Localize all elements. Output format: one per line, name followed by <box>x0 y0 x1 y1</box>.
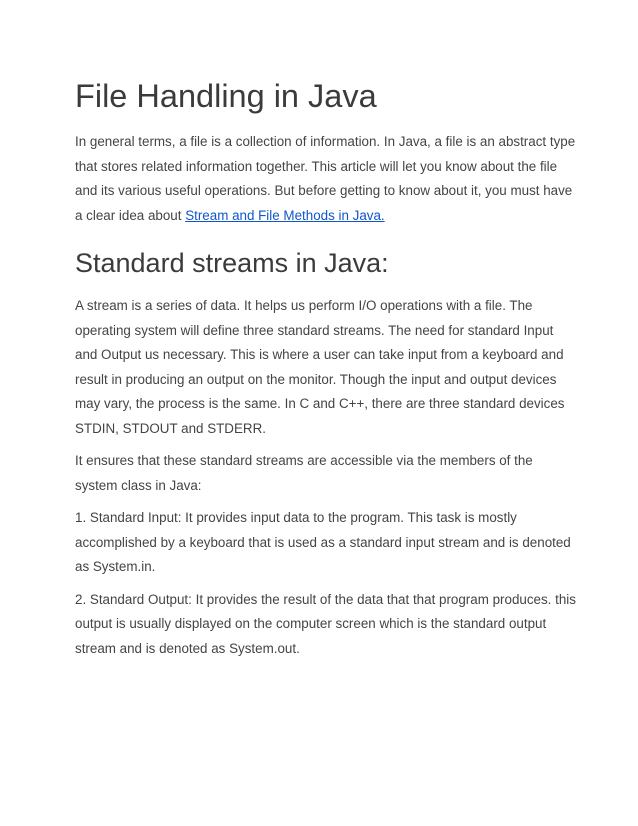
text-line: as System.in. <box>75 559 156 574</box>
text-line: STDIN, STDOUT and STDERR. <box>75 420 266 436</box>
intro-paragraph <box>75 130 575 228</box>
text-line: A stream is a series of data. It helps us perform I/O operations with a file. The <box>75 298 533 313</box>
page-title: File Handling in Java <box>75 78 377 114</box>
paragraph-streams-intro <box>75 294 575 441</box>
paragraph-standard-output <box>75 588 575 662</box>
text-line: accomplished by a keyboard that is used as a standard input stream and is denoted <box>75 534 571 550</box>
text-line: and Output us necessary. This is where a user can take input from a keyboard and <box>75 347 564 362</box>
document-page <box>75 70 575 661</box>
text-line: It ensures that these standard streams are accessible via the members of the <box>75 453 533 468</box>
text-line: 1. Standard Input: It provides input data to the program. This task is mostly <box>75 510 517 525</box>
text-line: result in producing an output on the monitor. Though the input and output devices <box>75 371 557 387</box>
text-line: that stores related information together. This article will let you know about the file <box>75 158 558 174</box>
text-line: 2. Standard Output: It provides the result of the data that that program produces. this <box>75 591 576 607</box>
text-line-with-link <box>75 204 575 229</box>
text-line: output is usually displayed on the computer screen which is the standard output <box>75 616 547 631</box>
text-line: and its various useful operations. But before getting to know about it, you must have <box>75 183 573 198</box>
paragraph-standard-input <box>75 506 575 580</box>
paragraph-system-class <box>75 449 575 498</box>
link-prefix-text: a clear idea about <box>75 207 186 223</box>
text-line: operating system will define three standard streams. The need for standard Input <box>75 322 554 338</box>
stream-file-methods-link[interactable]: Stream and File Methods in Java. <box>185 207 385 223</box>
text-line: stream and is denoted as System.out. <box>75 640 300 656</box>
section-heading-standard-streams: Standard streams in Java: <box>75 248 389 278</box>
text-line: system class in Java: <box>75 477 202 493</box>
text-line: may vary, the process is the same. In C and C++, there are three standard devices <box>75 396 565 411</box>
text-line: In general terms, a file is a collection of information. In Java, a file is an abstract type <box>75 134 576 149</box>
